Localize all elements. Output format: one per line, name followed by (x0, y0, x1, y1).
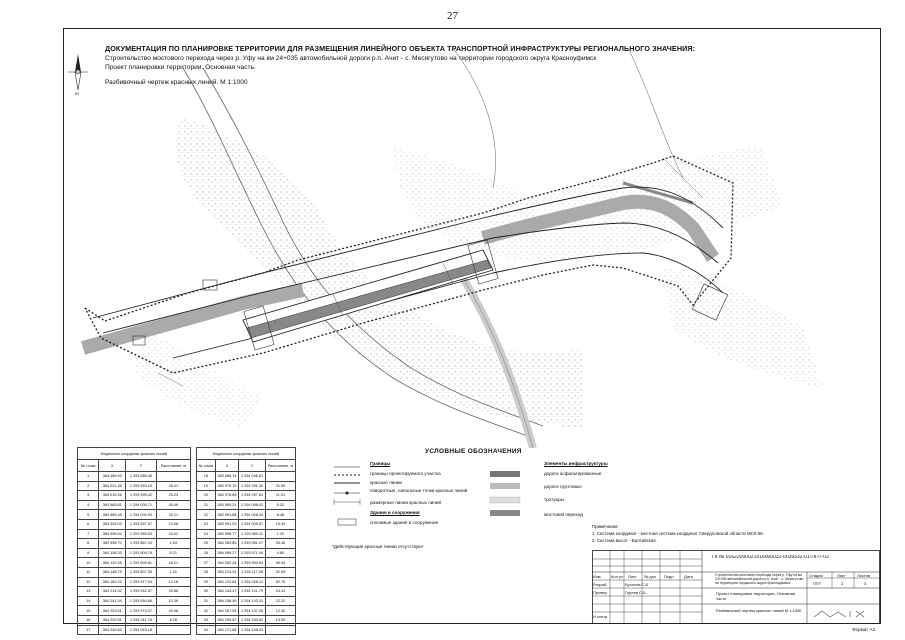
table-row (78, 510, 191, 520)
table2-caption: Ведомость координат красных линий (197, 448, 296, 460)
title-line-2: Строительство мостового перехода через р. Уфу на км 24+035 автомобильной дороги р.п. Ачит - с. Месягутово на территории городского округа Красноуфимск (105, 55, 597, 62)
north-label: Ю (75, 91, 80, 96)
table-cell: 1 293 999.42 (126, 491, 157, 501)
table-cell: 1 293 954.66 (126, 596, 157, 606)
legend-item: мостовой переход (544, 512, 583, 517)
table-cell: 24 (197, 529, 216, 539)
table-row (78, 615, 191, 625)
table-cell: 363 988.14 (215, 472, 238, 482)
table-cell: 40.08 (156, 606, 190, 616)
table-cell: 11 (78, 567, 99, 577)
table-cell: 364 241.34 (99, 596, 126, 606)
table-cell: 364 148.79 (99, 567, 126, 577)
table-cell: 17 (78, 625, 99, 635)
stamp-role: Провер. (593, 590, 608, 595)
table-cell: 15.49 (265, 519, 295, 529)
table-row (197, 615, 296, 625)
table-row (197, 529, 296, 539)
table-cell: 1 293 942.57 (126, 587, 157, 597)
legend-title: УСЛОВНЫЕ ОБОЗНАЧЕНИЯ (425, 448, 522, 455)
table-cell: 363 965.21 (215, 500, 238, 510)
legend-item: поворотные, начальные точки красных линий (370, 488, 468, 493)
table-cell (265, 625, 295, 635)
notes-block (592, 523, 764, 544)
table-cell: 364 167.56 (215, 606, 238, 616)
table-cell: 12.30 (265, 606, 295, 616)
table-cell: 363 996.54 (99, 529, 126, 539)
table-cell: 34.02 (156, 529, 190, 539)
table-cell: 363 998.70 (99, 539, 126, 549)
table-cell: 27 (197, 558, 216, 568)
table-cell: 8 (78, 539, 99, 549)
table-cell: 4.80 (265, 548, 295, 558)
table-cell: 22.22 (265, 596, 295, 606)
stamp-col: № док. (644, 574, 657, 579)
stamp-sheets-label: Листов (857, 573, 870, 578)
table-cell: 1 294 142.31 (239, 596, 266, 606)
table-row (78, 519, 191, 529)
table-row (197, 548, 296, 558)
note-item: 2. Система высот - Балтийская. (592, 538, 657, 543)
table-row (197, 519, 296, 529)
table-cell: 25.86 (156, 587, 190, 597)
table-cell: 29 (197, 577, 216, 587)
table-cell: 45.46 (156, 500, 190, 510)
table-row (78, 606, 191, 616)
table-cell: 364 240.63 (99, 625, 126, 635)
table-cell: 35.41 (156, 481, 190, 491)
table-cell: 62.76 (265, 577, 295, 587)
table-row (78, 529, 191, 539)
table-cell: 1 294 117.08 (239, 567, 266, 577)
stamp-person: Бухалов С.Б. (625, 582, 650, 587)
table-cell: 21 (197, 500, 216, 510)
legend-item: тротуары (544, 497, 564, 502)
table-cell: 1.20 (265, 529, 295, 539)
table-cell: 364 171.88 (215, 625, 238, 635)
table-cell (156, 472, 190, 482)
table-cell: 364 214.01 (215, 567, 238, 577)
stamp-col: Лист (628, 574, 637, 579)
table-cell: 5.21 (156, 548, 190, 558)
table-row (197, 577, 296, 587)
table-cell: 364 214.02 (99, 587, 126, 597)
table1-header: Расстояние, м (156, 460, 190, 472)
table-cell: 24.14 (265, 587, 295, 597)
stamp-object: Строительство мостового перехода через р. Уфу на км 24+035 автомобильной дороги р.п. Ачит - с. Месягутово на территории городского округа Красноуфимск (715, 573, 804, 586)
stamp-project: Проект планировки территории. Основная часть (716, 591, 796, 601)
table-row (78, 577, 191, 587)
table-cell: 1 294 000.93 (126, 510, 157, 520)
table-cell: 12.18 (156, 577, 190, 587)
table-cell: 5 (78, 510, 99, 520)
table-cell: 55.54 (265, 558, 295, 568)
table-cell: 31 (197, 596, 216, 606)
table-cell: 1 294 158.43 (239, 625, 266, 635)
table2-header: X (215, 460, 238, 472)
table-cell: 1 294 028.12 (239, 577, 266, 587)
table-cell: 22 (197, 510, 216, 520)
table-cell: 16 (78, 615, 99, 625)
table-cell: 364 253.51 (99, 606, 126, 616)
legend-item: сносимые здания и сооружения (370, 520, 439, 525)
table-cell: 18.21 (156, 558, 190, 568)
stamp-sheet: 2 (841, 581, 844, 586)
stamp-sheet-label: Лист (837, 573, 846, 578)
title-line-4: Разбивочный чертеж красных линий. М 1:1000 (105, 79, 248, 86)
table-cell: 1 294 121.79 (239, 587, 266, 597)
table-row (197, 567, 296, 577)
table-cell: 14 (78, 596, 99, 606)
legend-item: Здания и сооружения (370, 510, 420, 515)
table-cell: 1 293 953.15 (126, 481, 157, 491)
legend-item: размерные линии красных линий (370, 500, 442, 505)
table-cell: 364 021.45 (99, 481, 126, 491)
table-cell: 1 293 971.94 (239, 548, 266, 558)
table-cell: 8.48 (265, 510, 295, 520)
table-cell: 363 985.48 (99, 510, 126, 520)
table2-header: Расстояние, м (265, 460, 295, 472)
legend-symbols (330, 458, 610, 538)
table-cell: 363 975.76 (215, 481, 238, 491)
table-row (197, 481, 296, 491)
table-cell: 1 293 907.35 (126, 567, 157, 577)
stamp-code: ГК № 01622000021916000031-0039332-01-ППТ-02 (712, 555, 829, 560)
coordinate-table-1 (77, 447, 191, 635)
table-cell: 364 158.46 (215, 596, 238, 606)
table-cell: 1 293 917.94 (126, 577, 157, 587)
table-cell: 364 489.92 (99, 472, 126, 482)
site-plan-drawing (63, 28, 881, 448)
table-cell: 1 294 009.57 (239, 519, 266, 529)
table-cell: 32 (197, 606, 216, 616)
table-cell: 1 294 137.25 (239, 606, 266, 616)
table-cell: 1 293 969.11 (239, 529, 266, 539)
legend-item: дороги грунтовые (544, 484, 582, 489)
stamp-col: Подп. (664, 574, 675, 579)
table-row (197, 510, 296, 520)
stamp-col: Изм. (593, 574, 602, 579)
table-row (197, 596, 296, 606)
table-cell: 23 (197, 519, 216, 529)
table-cell: 364 120.46 (99, 558, 126, 568)
stamp-role: Разраб. (593, 582, 608, 587)
table-row (197, 558, 296, 568)
table-cell: 364 220.51 (99, 615, 126, 625)
table-cell: 8.28 (156, 615, 190, 625)
legend-item: границы проектируемого участка (370, 471, 441, 476)
table-cell: 364 122.84 (215, 577, 238, 587)
table-cell: 19 (197, 481, 216, 491)
legend-item: Элементы инфраструктуры (544, 461, 608, 466)
table-cell: 30 (197, 587, 216, 597)
table-row (197, 491, 296, 501)
table-cell: 31.05 (265, 567, 295, 577)
table-row (197, 625, 296, 635)
table-cell: 363 945.02 (99, 519, 126, 529)
legend-item: Границы (370, 461, 391, 466)
stamp-drawing: Разбивочный чертеж красных линий М 1:1000 (716, 608, 802, 613)
table-row (78, 500, 191, 510)
table-cell: 18 (197, 472, 216, 482)
table-cell: 33 (197, 615, 216, 625)
table1-header: № точки (78, 460, 99, 472)
table-cell: 13.90 (265, 615, 295, 625)
table-row (78, 567, 191, 577)
table-cell: 1 293 989.53 (126, 529, 157, 539)
table-cell: 364 182.22 (99, 577, 126, 587)
notes-title: Примечания: (592, 524, 619, 529)
stamp-col: Кол.уч (611, 574, 623, 579)
table-cell: 363 978.68 (215, 491, 238, 501)
table-cell: 9 (78, 548, 99, 558)
stamp-stage: ППТ (813, 581, 822, 586)
table1-caption: Ведомость координат красных линий (78, 448, 191, 460)
table-cell: 364 069.85 (215, 539, 238, 549)
table-cell: 1 (78, 472, 99, 482)
table-cell: 12 (78, 577, 99, 587)
table-row (78, 587, 191, 597)
legend-footnote: *Действующие красные линии отсутствуют (332, 544, 424, 549)
table-cell: 1 293 909.79 (126, 548, 157, 558)
table-row (197, 539, 296, 549)
stamp-sheets: 3 (864, 581, 867, 586)
stamp-role: Н.контр. (593, 614, 609, 619)
table-row (197, 587, 296, 597)
note-item: 1. Система координат - местная система координат Свердловской области МСК-66. (592, 531, 764, 536)
table-cell: 1 293 981.07 (239, 539, 266, 549)
table-cell: 11.51 (265, 491, 295, 501)
page-number: 27 (447, 10, 458, 22)
table-cell: 364 092.26 (215, 558, 238, 568)
table-cell: 2 (78, 481, 99, 491)
table-row (78, 548, 191, 558)
table-cell: 28 (197, 567, 216, 577)
table-cell: 1 293 689.46 (126, 472, 157, 482)
stamp-stage-label: Стадия (809, 573, 823, 578)
table-cell: 364 108.33 (99, 548, 126, 558)
legend-item: дороги асфальтированные (544, 471, 602, 476)
table-row (78, 539, 191, 549)
table-cell: 25.23 (156, 491, 190, 501)
sheet-format-label: Формат А3 (852, 627, 875, 632)
table-cell: 10.08 (156, 519, 190, 529)
table-cell: 20 (197, 491, 216, 501)
table-cell: 364 143.47 (215, 587, 238, 597)
table-cell: 33.48 (265, 539, 295, 549)
table-cell: 26 (197, 548, 216, 558)
table-cell: 1 294 011.78 (126, 615, 157, 625)
table-cell: 363 991.88 (215, 510, 238, 520)
title-stamp (592, 550, 880, 624)
table-cell: 12.36 (156, 596, 190, 606)
table-cell: 1 294 098.02 (239, 500, 266, 510)
table-cell: 1 294 028.44 (239, 510, 266, 520)
table1-header: X (99, 460, 126, 472)
table-cell: 1 294 015.18 (126, 625, 157, 635)
table-cell: 6 (78, 519, 99, 529)
stamp-col: Дата (684, 574, 693, 579)
table-cell: 1 294 097.81 (239, 491, 266, 501)
table-cell: 34 (197, 625, 216, 635)
table-cell: 4 (78, 500, 99, 510)
table-row (78, 481, 191, 491)
table-cell: 1 294 150.62 (239, 615, 266, 625)
table-cell: 15 (78, 606, 99, 616)
table-row (78, 558, 191, 568)
table-row (197, 606, 296, 616)
coordinate-table-2 (196, 447, 296, 635)
table-cell: 363 991.03 (215, 519, 238, 529)
table-cell (265, 472, 295, 482)
table-cell: 364 109.62 (215, 615, 238, 625)
title-line-3: Проект планировки территории. Основная часть. (105, 64, 256, 71)
table-cell: 364 089.27 (215, 548, 238, 558)
table-cell: 1 293 993.64 (239, 558, 266, 568)
table-row (78, 491, 191, 501)
stamp-person: Гореев С.Б. (625, 590, 647, 595)
table-row (78, 625, 191, 635)
table-row (78, 596, 191, 606)
table-cell: 363 985.81 (99, 500, 126, 510)
table-cell: 364 015.46 (99, 491, 126, 501)
table-row (197, 500, 296, 510)
table-cell: 1.31 (156, 567, 190, 577)
table-cell: 31.50 (265, 481, 295, 491)
table-cell: 1.54 (156, 539, 190, 549)
table-row (78, 472, 191, 482)
table-cell: 25 (197, 539, 216, 549)
table-cell: 1 293 974.07 (126, 606, 157, 616)
table-cell: 1 294 091.32 (239, 481, 266, 491)
table-cell: 1 293 887.20 (126, 539, 157, 549)
table-cell: 7 (78, 529, 99, 539)
company-logo-icon (812, 608, 872, 620)
table-cell (156, 625, 190, 635)
table1-header: Y (126, 460, 157, 472)
table-cell: 363 998.77 (215, 529, 238, 539)
table-cell: 1 294 000.71 (126, 500, 157, 510)
table-cell: 10 (78, 558, 99, 568)
title-line-1: ДОКУМЕНТАЦИЯ ПО ПЛАНИРОВКЕ ТЕРРИТОРИИ ДЛЯ РАЗМЕЩЕНИЯ ЛИНЕЙНОГО ОБЪЕКТА ТРАНСПОРТНОЙ ИНФРАСТРУКТУРЫ РЕГИОНАЛЬНОГО ЗНАЧЕНИЯ: (105, 44, 696, 53)
table-cell: 1 293 927.57 (126, 519, 157, 529)
legend-item: красные линии (370, 480, 403, 485)
table-row (197, 472, 296, 482)
table-cell: 1 293 909.81 (126, 558, 157, 568)
table2-header: № точки (197, 460, 216, 472)
table-cell: 13 (78, 587, 99, 597)
table-cell: 3 (78, 491, 99, 501)
table-cell: 33.21 (156, 510, 190, 520)
table-cell: 5.32 (265, 500, 295, 510)
table-cell: 1 294 046.81 (239, 472, 266, 482)
table2-header: Y (239, 460, 266, 472)
